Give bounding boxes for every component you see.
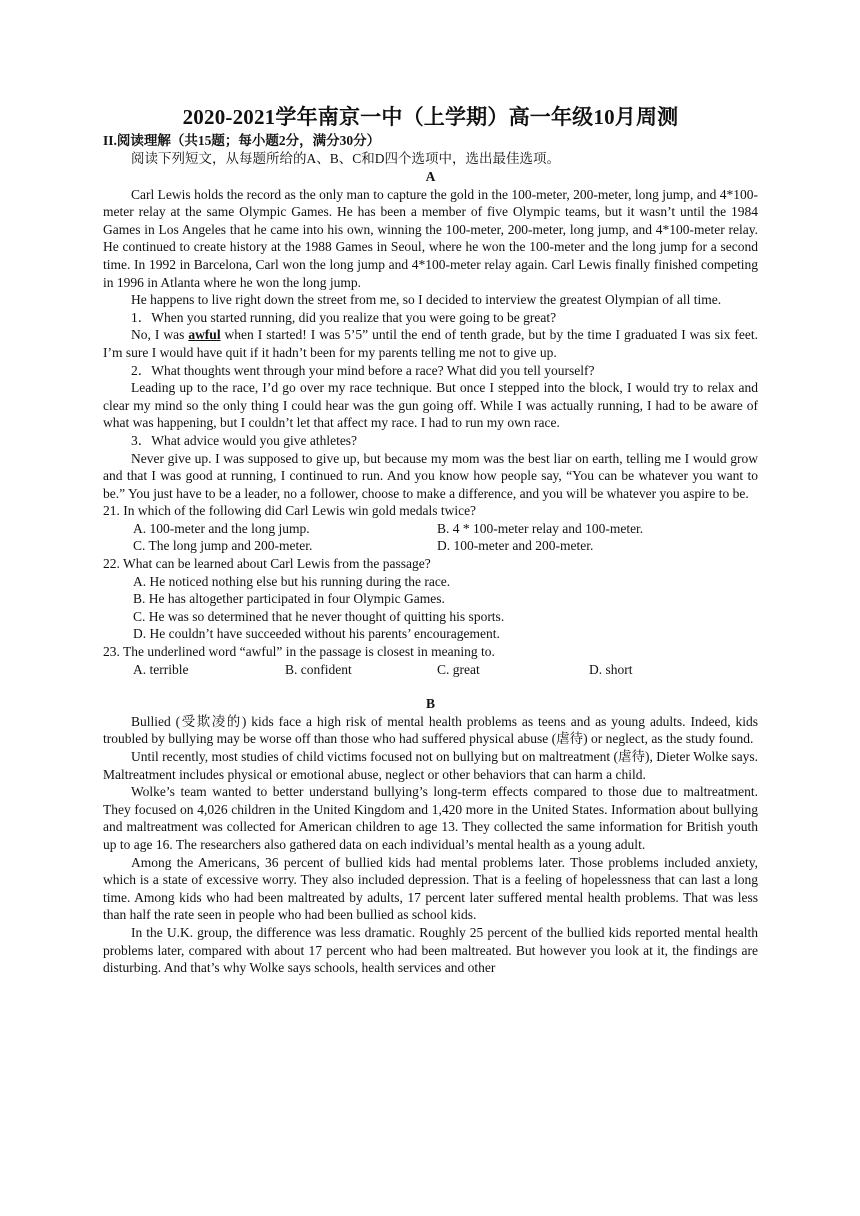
passage-b-paragraph-3: Wolke’s team wanted to better understand bullying’s long-term effects compared to those due to maltreatment. They focused on 4,026 children in the United Kingdom and 1,420 more in the United States. Information about bullying and maltreatment was collected for American children to age 13. They collected the same information for British youth up to age 16. The researchers also gathered data on each individual’s mental health as a young adult. bbox=[103, 784, 758, 852]
answer-1-start: No, I was bbox=[131, 327, 189, 343]
question-23-stem: 23. The underlined word “awful” in the passage is closest in meaning to. bbox=[103, 644, 495, 660]
question-21-stem: 21. In which of the following did Carl Lewis win gold medals twice? bbox=[103, 503, 477, 519]
question-22-option-a: A. He noticed nothing else but his running during the race. bbox=[133, 573, 451, 589]
question-21-options-row-1 bbox=[103, 520, 758, 538]
interview-question-3: 3．What advice would you give athletes? bbox=[131, 432, 358, 448]
question-21-option-a: A. 100-meter and the long jump. bbox=[133, 520, 310, 536]
question-22-stem: 22. What can be learned about Carl Lewis from the passage? bbox=[103, 556, 431, 572]
exam-page bbox=[103, 104, 758, 977]
interview-question-1: 1．When you started running, did you realize that you were going to be great? bbox=[131, 309, 557, 325]
interview-answer-2: Leading up to the race, I’d go over my race technique. But once I stepped into the block, I would try to relax and clear my mind so the only thing I could hear was the gun going off. While I was actually running, I had to be aware of what was happening, but I couldn’t let that affect my race. I had to run my own race. bbox=[103, 380, 758, 431]
interview-answer-1 bbox=[103, 326, 758, 361]
question-23-options bbox=[103, 661, 758, 679]
passage-a-paragraph-1: Carl Lewis holds the record as the only man to capture the gold in the 100-meter, 200-meter, long jump, and 4*100-meter relay at the same Olympic Games. He has been a member of five Olympic teams, but it wasn’t until the 1984 Games in Los Angeles that he came into his own, winning the 100-meter, 200-meter, long jump, and 4*100-meter relay. He continued to create history at the 1988 Games in Seoul, where he won the 100-meter and the long jump for a second time. In 1992 in Barcelona, Carl won the long jump and 4*100-meter relay again. Carl Lewis finally finished competing in 1996 in Atlanta where he won the long jump. bbox=[103, 186, 758, 290]
question-23-option-d: D. short bbox=[589, 661, 633, 677]
passage-b-paragraph-5: In the U.K. group, the difference was less dramatic. Roughly 25 percent of the bullied kids reported mental health problems later, compared with about 17 percent who had been maltreated. But however you look at it, the findings are disturbing. And that’s why Wolke says schools, health services and other bbox=[103, 924, 758, 976]
passage-b-paragraph-4: Among the Americans, 36 percent of bullied kids had mental problems later. Those problems included anxiety, which is a state of excessive worry. They also included depression. That is a feeling of hopelessness that can last a long time. Among kids who had been maltreated by adults, 17 percent later suffered mental health problems. That was less than half the rate seen in people who had been bullied as school kids. bbox=[103, 854, 758, 923]
interview-answer-3: Never give up. I was supposed to give up, but because my mom was the best liar on earth, telling me I would grow and that I was good at running, I continued to run. And you know how people say, “You can be whatever you want to be.” You just have to be a leader, no a follower, choose to make a difference, and you will be whatever you aspire to be. bbox=[103, 450, 758, 501]
question-23-option-c: C. great bbox=[437, 661, 480, 677]
question-21-option-b: B. 4 * 100-meter relay and 100-meter. bbox=[437, 520, 644, 536]
question-22-option-c: C. He was so determined that he never thought of quitting his sports. bbox=[133, 608, 505, 624]
question-23-option-b: B. confident bbox=[285, 661, 352, 677]
question-22-option-b: B. He has altogether participated in four Olympic Games. bbox=[133, 591, 445, 607]
question-21-option-c: C. The long jump and 200-meter. bbox=[133, 538, 313, 554]
passage-a-letter: A bbox=[425, 169, 436, 184]
spacer bbox=[103, 678, 758, 695]
page-title: 2020-2021学年南京一中（上学期）高一年级10月周测 bbox=[182, 105, 679, 129]
question-21-options-row-2 bbox=[103, 537, 758, 555]
passage-a-paragraph-2: He happens to live right down the street from me, so I decided to interview the greatest Olympian of all time. bbox=[131, 292, 722, 308]
answer-1-rest: when I started! I was 5’5” until the end of tenth grade, but by the time I graduated I was six feet. I’m sure I would have quit if it hadn’t been for my parents telling me not to give up. bbox=[103, 327, 758, 360]
section-instruction: 阅读下列短文，从每题所给的A、B、C和D四个选项中，选出最佳选项。 bbox=[131, 151, 561, 166]
passage-b-letter: B bbox=[425, 696, 435, 712]
passage-b-paragraph-2: Until recently, most studies of child victims focused not on bullying but on maltreatment (虐待), Dieter Wolke says. Maltreatment includes physical or emotional abuse, neglect or other behaviors that can harm a child. bbox=[103, 749, 758, 782]
question-22-option-d: D. He couldn’t have succeeded without his parents’ encouragement. bbox=[133, 626, 500, 642]
question-21-option-d: D. 100-meter and 200-meter. bbox=[437, 538, 594, 554]
question-23-option-a: A. terrible bbox=[133, 661, 189, 677]
underlined-word: awful bbox=[188, 327, 221, 343]
interview-question-2: 2．What thoughts went through your mind before a race? What did you tell yourself? bbox=[131, 362, 595, 378]
passage-b-paragraph-1: Bullied (受欺凌的) kids face a high risk of mental health problems as teens and as young adults. Indeed, kids troubled by bullying may be worse off than those who had suffered physical abuse (虐待) or neglect, as the study found. bbox=[103, 713, 758, 747]
section-heading: II.阅读理解（共15题；每小题2分，满分30分） bbox=[103, 133, 381, 148]
